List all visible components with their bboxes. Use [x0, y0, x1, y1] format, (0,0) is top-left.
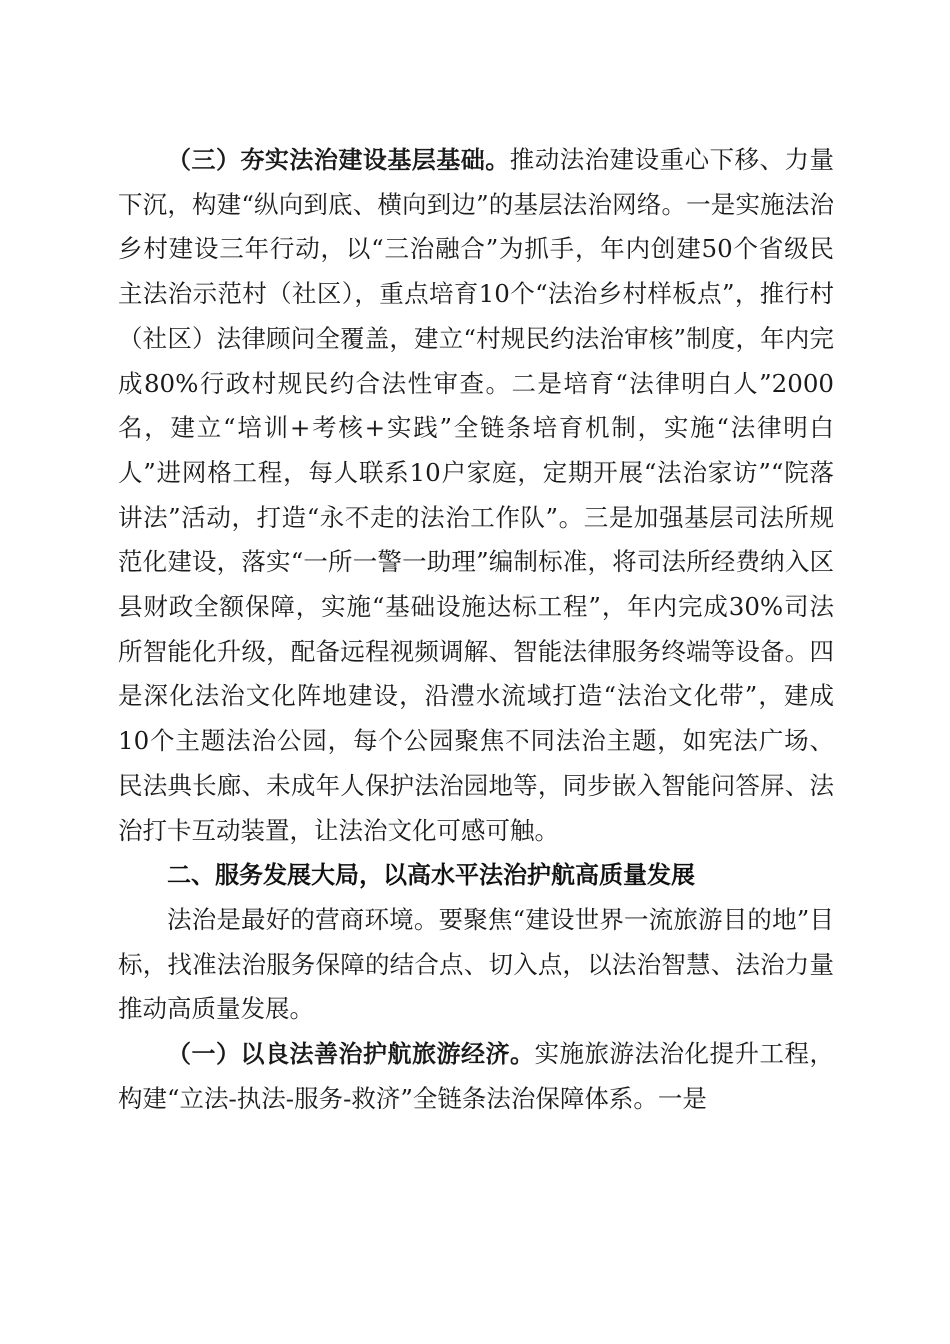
paragraph-tourism — [118, 1032, 834, 1121]
document-body — [118, 138, 834, 1121]
paragraph-grassroots — [118, 138, 834, 853]
paragraph-text: 实施旅游法治化提升工程，构建“立法-执法-服务-救济”全链条法治保障体系。一是 — [118, 1039, 834, 1113]
paragraph-text: 推动法治建设重心下移、力量下沉，构建“纵向到底、横向到边”的基层法治网络。一是实施法治乡村建设三年行动，以“三治融合”为抓手，年内创建50个省级民主法治示范村（社区），重点培育10个“法治乡村样板点”，推行村（社区）法律顾问全覆盖，建立“村规民约法治审核”制度，年内完成80%行政村规民约合法性审查。二是培育“法律明白人”2000名，建立“培训+考核+实践”全链条培育机制，实施“法律明白人”进网格工程，每人联系10户家庭，定期开展“法治家访”“院落讲法”活动，打造“永不走的法治工作队”。三是加强基层司法所规范化建设，落实“一所一警一助理”编制标准，将司法所经费纳入区县财政全额保障，实施“基础设施达标工程”，年内完成30%司法所智能化升级，配备远程视频调解、智能法律服务终端等设备。四是深化法治文化阵地建设，沿澧水流域打造“法治文化带”，建成10个主题法治公园，每个公园聚焦不同法治主题，如宪法广场、民法典长廊、未成年人保护法治园地等，同步嵌入智能问答屏、法治打卡互动装置，让法治文化可感可触。 — [118, 145, 835, 845]
paragraph-lead: （三）夯实法治建设基层基础。 — [167, 146, 510, 174]
paragraph-business-environment: 法治是最好的营商环境。要聚焦“建设世界一流旅游目的地”目标，找准法治服务保障的结合点、切入点，以法治智慧、法治力量推动高质量发展。 — [118, 904, 834, 1024]
section-heading: 二、服务发展大局，以高水平法治护航高质量发展 — [167, 861, 695, 890]
paragraph-lead: （一）以良法善治护航旅游经济。 — [167, 1040, 535, 1069]
